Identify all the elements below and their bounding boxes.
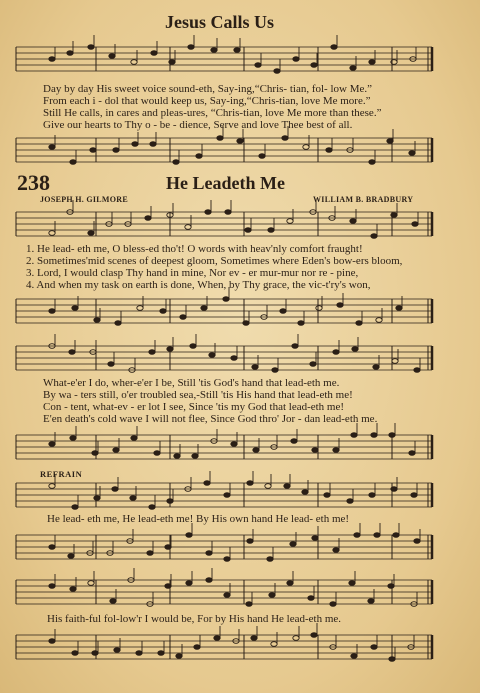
note-head [302,490,308,495]
note-head [112,487,118,492]
note-head [389,433,395,438]
note-head [414,539,420,544]
note-head [70,436,76,441]
note-head [292,344,298,349]
note-head [211,48,217,53]
note-head [90,148,96,153]
note-head [247,481,253,486]
note-head [312,448,318,453]
note-head [180,315,186,320]
refrain-line: He lead- eth me, He lead-eth me! By His own hand He lead- eth me! [47,513,350,525]
staff-system [16,296,432,326]
note-head [352,347,358,352]
note-head [72,306,78,311]
note-head [147,551,153,556]
note-head [186,533,192,538]
verse-line: 4. And when my task on earth is done, When, by Thy grace, the vic-t'ry's won, [26,279,371,291]
note-head [115,321,121,326]
note-head [356,321,362,326]
note-head [68,554,74,559]
note-head [311,633,317,638]
note-head [131,60,137,65]
note-head [206,578,212,583]
staff-system [16,38,432,80]
note-head [272,368,278,373]
note-head [271,642,277,647]
note-head [237,139,243,144]
note-head [130,496,136,501]
note-head [311,63,317,68]
note-head [217,136,223,141]
note-head [192,454,198,459]
composer-credit: WILLIAM B. BRADBURY [313,195,414,204]
note-head [269,593,275,598]
note-head [185,225,191,230]
verse-line: E'en death's cold wave I will not flee, Since God thro' Jor - dan lead-eth me. [43,413,378,425]
verse-line: Give our hearts to Thy o - be - dience, Serve and love Thee best of all. [43,119,353,131]
verse-line: Still He calls, in cares and pleas-ures, “Chris-tian, love Me more than these.” [43,107,382,119]
hymn-title-he-leadeth-me: He Leadeth Me [166,173,285,193]
note-head [88,45,94,50]
note-head [88,231,94,236]
note-head [113,448,119,453]
note-head [347,499,353,504]
note-head [92,451,98,456]
verse-line: By wa - ters still, o'er troubled sea,-Still 'tis His hand that lead-eth me! [43,389,353,401]
note-head [223,297,229,302]
note-head [387,139,393,144]
note-head [333,350,339,355]
note-head [293,636,299,641]
note-head [351,654,357,659]
note-head [205,210,211,215]
note-head [371,433,377,438]
author-credit: JOSEPH H. GILMORE [40,195,128,204]
note-head [94,318,100,323]
note-head [412,222,418,227]
note-head [253,448,259,453]
note-head [70,160,76,165]
note-head [350,66,356,71]
note-head [132,142,138,147]
note-head [49,484,55,489]
note-head [206,551,212,556]
note-head [268,228,274,233]
note-head [70,587,76,592]
note-head [160,309,166,314]
note-head [186,581,192,586]
note-head [337,303,343,308]
note-head [67,51,73,56]
note-head [92,651,98,656]
note-head [298,321,304,326]
note-head [371,645,377,650]
note-head [94,496,100,501]
note-head [194,645,200,650]
note-head [368,599,374,604]
note-head [151,51,157,56]
note-head [109,54,115,59]
staff-system [16,343,432,373]
note-head [274,69,280,74]
note-head [333,548,339,553]
note-head [291,439,297,444]
note-head [393,533,399,538]
note-head [330,602,336,607]
note-head [209,353,215,358]
note-head [174,454,180,459]
staff-system [16,432,432,462]
note-head [409,151,415,156]
note-head [308,596,314,601]
note-head [414,368,420,373]
note-head [49,309,55,314]
note-head [376,318,382,323]
note-head [113,148,119,153]
note-head [255,63,261,68]
note-head [349,581,355,586]
verse-line: What-e'er I do, wher-e'er I be, Still 'tis God's hand that lead-eth me. [43,377,340,389]
note-head [333,448,339,453]
note-head [173,160,179,165]
note-head [265,484,271,489]
note-head [234,48,240,53]
note-head [303,145,309,150]
note-head [282,136,288,141]
note-head [267,557,273,562]
note-head [114,648,120,653]
note-head [69,350,75,355]
refrain-label: REFRAIN [40,469,83,479]
note-head [224,593,230,598]
note-head [225,210,231,215]
note-head [190,344,196,349]
note-head [293,57,299,62]
note-head [224,557,230,562]
note-head [169,60,175,65]
note-head [149,350,155,355]
staff-system [16,135,432,165]
note-head [231,356,237,361]
note-head [167,347,173,352]
note-head [231,442,237,447]
note-head [369,160,375,165]
note-head [331,45,337,50]
note-head [391,487,397,492]
note-head [154,451,160,456]
verse-line: From each i - dol that would keep us, Say-ing,“Chris-tian, love Me more.” [43,95,371,107]
note-head [150,142,156,147]
refrain-line: His faith-ful fol-low'r I would be, For by His hand He lead-eth me. [47,613,342,625]
note-head [246,602,252,607]
note-head [369,493,375,498]
note-head [49,231,55,236]
verse-line: Con - tent, what-ev - er lot I see, Since 'tis my God that lead-eth me! [43,401,345,413]
note-head [259,154,265,159]
hymn-title-jesus-calls-us: Jesus Calls Us [165,12,275,32]
note-head [371,234,377,239]
note-head [243,321,249,326]
note-head [391,213,397,218]
note-head [247,539,253,544]
note-head [108,362,114,367]
note-head [284,484,290,489]
note-head [145,216,151,221]
staff-system [16,632,432,662]
note-head [167,499,173,504]
note-head [72,505,78,510]
note-head [287,219,293,224]
note-head [287,581,293,586]
note-head [204,481,210,486]
note-head [49,545,55,550]
verse-line: 3. Lord, I would clasp Thy hand in mine, Nor ev - er mur-mur nor re - pine, [26,267,359,279]
note-head [49,145,55,150]
note-head [324,493,330,498]
note-head [369,60,375,65]
note-head [389,657,395,662]
note-head [373,365,379,370]
staff-system [16,480,432,510]
note-head [214,636,220,641]
note-head [316,306,322,311]
note-head [201,306,207,311]
note-head [245,228,251,233]
note-head [110,599,116,604]
note-head [251,636,257,641]
note-head [312,536,318,541]
note-head [72,651,78,656]
note-head [137,306,143,311]
note-head [88,581,94,586]
note-head [351,433,357,438]
note-head [149,505,155,510]
note-head [252,365,258,370]
note-head [131,436,137,441]
note-head [165,584,171,589]
note-head [158,651,164,656]
note-head [49,57,55,62]
note-head [354,533,360,538]
note-head [49,639,55,644]
verse-line: 2. Sometimes'mid scenes of deepest gloom, Sometimes where Eden's bow-ers bloom, [26,255,403,267]
staff-system [16,208,432,240]
note-head [196,154,202,159]
staff-system [16,577,432,607]
verse-line: Day by day His sweet voice sound-eth, Say-ing,“Chris- tian, fol- low Me.” [43,83,373,95]
note-head [165,545,171,550]
note-head [350,219,356,224]
note-head [388,584,394,589]
note-head [396,306,402,311]
note-head [310,362,316,367]
note-head [136,651,142,656]
note-head [188,45,194,50]
note-head [49,442,55,447]
note-head [49,584,55,589]
verse-line: 1. He lead- eth me, O bless-ed tho't! O words with heav'nly comfort fraught! [26,243,363,255]
hymn-number: 238 [17,170,50,195]
note-head [280,309,286,314]
note-head [176,654,182,659]
note-head [290,542,296,547]
staff-system [16,532,432,562]
note-head [392,359,398,364]
note-head [411,493,417,498]
note-head [224,493,230,498]
note-head [374,533,380,538]
note-head [326,148,332,153]
note-head [409,451,415,456]
